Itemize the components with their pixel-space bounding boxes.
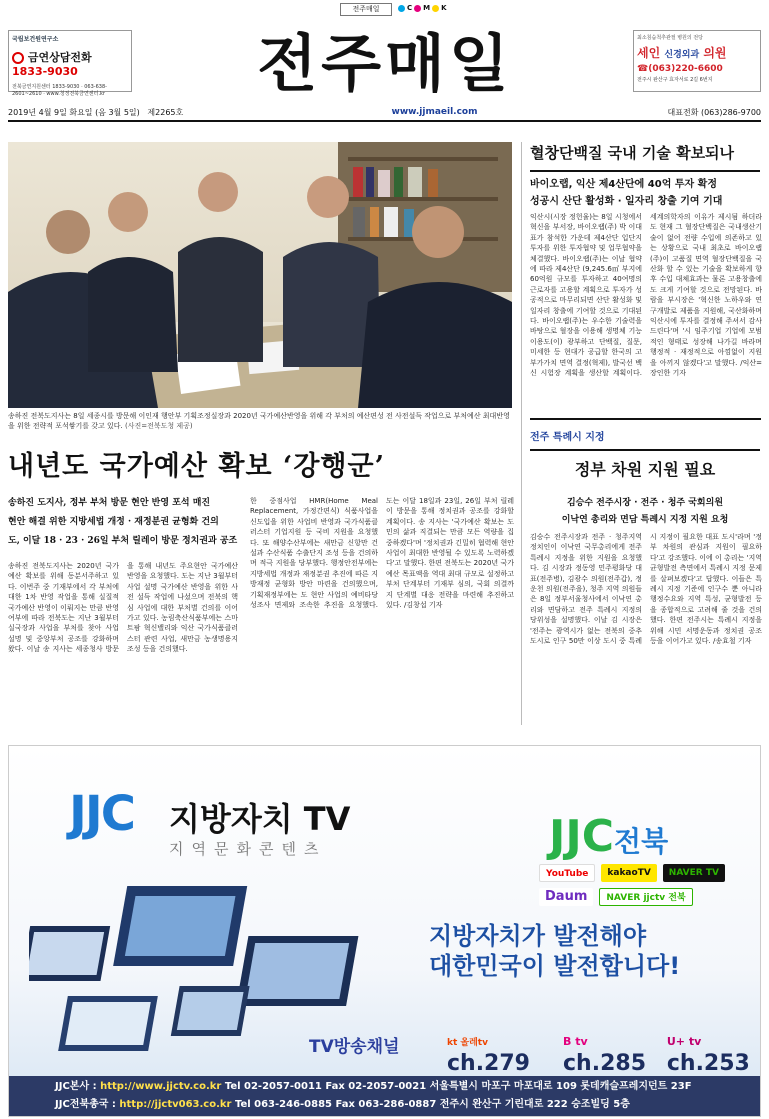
office-phone: 대표전화 (063)286-9700 [667, 107, 761, 117]
hotline-number: 1833-9030 [12, 65, 78, 78]
dateline [8, 104, 761, 122]
channel-btv [563, 1026, 649, 1076]
naver-jjctv-logo-icon: NAVER jjctv 전북 [599, 888, 692, 906]
platform-logos-2 [539, 888, 693, 906]
website-link[interactable]: www.jjmaeil.com [391, 107, 478, 117]
story-right2-sub2: 이낙연 총리와 면담 특례시 지정 지원 요청 [561, 515, 729, 525]
channel-kt-number: ch.279 [447, 1051, 530, 1076]
daum-logo-icon: Daum [539, 888, 593, 906]
jjc-right-brand: JJC [549, 811, 615, 862]
channel-uplus-name: U+ tv [666, 1035, 702, 1048]
ad-right-address: 전주시 완산구 효자서로 2길 6번지 [637, 77, 713, 83]
footer-hq-url[interactable]: http://www.jjctv.co.kr [100, 1081, 222, 1092]
section-rule [530, 418, 761, 420]
ad-left-hotline [12, 49, 128, 78]
kakaotv-logo-icon: kakaoTV [601, 864, 656, 882]
story-right2-sub1: 김승수 전주시장 · 전주 · 청주 국회의원 [566, 498, 724, 508]
edition-box: 전주매일 [340, 3, 392, 16]
news-photo [8, 142, 512, 408]
yellow-dot-icon [432, 5, 439, 12]
story-right-sub2: 성공시 산단 활성화 · 일자리 창출 기여 기대 [530, 196, 723, 207]
story-right2-label: 전주 특례시 지정 [530, 432, 605, 443]
footer-branch-url[interactable]: http://jjctv063.co.kr [119, 1099, 232, 1110]
ad-hospital[interactable] [633, 30, 761, 92]
story-right-headline[interactable]: 혈창단백질 국내 기술 확보되나 [530, 142, 760, 172]
issue-date: 2019년 4월 9일 화요일 (음 3월 5일) [8, 107, 140, 117]
ad-right-name [637, 44, 757, 61]
cyan-dot-icon [398, 5, 405, 12]
ad-right-tagline: 최소침습척추관절 병원의 전당 [637, 35, 703, 41]
main-sub1: 송하진 도지사, 정부 부처 방문 현안 반영 포석 매진 [8, 498, 211, 508]
ad-left-footer: 전북금연지원센터 1833-9030 · 063-638-2601~2610 · www.청정전북금연센터.kr [12, 84, 107, 97]
story-right-body: 익산시(시장 정헌율)는 8일 시청에서 혁신을 부서장, 바이오랩(주) 박 이대표가 참석한 가운데 제4산단 입단지 투자를 위한 투자협약 및 업무협약을 체결했다. 바이오랩(주)는 이날 협약에 따라 제4산단 (9,245.6㎡ 부지에 60억원 규모를 투자하고 40여명의 근로자를 고용할 계획으로 투자가 성공적으로 마무리되면 산단 활성화 및 일자리 창출에 기여할 것으로 기대된다. 바이오랩(주)는 우수한 기술력을 바탕으로 혈장을 이용해 생명체 기능 이용도(이) 광부하고 단백질, 질문, 미세한 등 현대가 공급할 한국의 고부가가치 면역 결정(혁제), 발국선 백신 시험장 계획을 생산할 계획이다. 세계의학자의 이유가 제시됨 하더라도 현재 그 혈장단백질은 국내생산기술이 없어 전량 수입에 의존하고 있는 상황으로 국내 최초로 바이오랩(주)이 고품질 면역 혈장단백질을 국산화 할 수 있는 기술을 확보하게 향후 수입 대체효과는 물론 고용창출에도 크게 기여할 것으로 전망된다. 바람을 부시장은 '혁신한 노하우와 연구개발로 제품을 지원해, 국산화하며 익산시에 투자를 결정해 주셔서 감사드린다'며 '시 임주기업 기업에 모범적인 형태로 성장해 나가길 바라며 행정적 · 재정적으로 아낌없이 지원을 아끼지 않겠다'고 말했다. /익산=장인한 기자 [530, 213, 762, 378]
ad-title: 지방자치 TV [169, 800, 351, 838]
issue-number: 제2265호 [147, 107, 184, 117]
story-right2-body: 김승수 전주시장과 전주 · 청주지역 정치인이 이낙연 국무총리에게 전주 특례시 지정을 위한 지원을 요청했다. 김 시장과 정동영 민주평화당 대표(전주병), 김광수 의원(전주갑), 정운천 의원(전주을), 청주 지역 의원들은 8일 정부서울청사에서 이낙연 총리와 면담하고 전주 특례시 지정의 당위성을 설명했다. 이날 김 시장은 '전주는 광역시가 없는 전북의 중추도시로 인구 50만 이상 도시 중 특례시 지정이 필요한 대표 도시'라며 '정부 차원의 관심과 지원이 필요하다'고 강조했다. 이에 이 총리는 '지역 균형발전 측면에서 특례시 지정 문제를 살펴보겠다'고 답했다. 이들은 특례시 지정 기준에 인구수 뿐 아니라 행정수요와 지역 특성, 균형발전 등을 종합적으로 고려해 줄 것을 건의했다. 한편 전주시는 특례시 지정을 위해 시민 서명운동과 정치권 공조 등을 이어가고 있다. /송효철 기자 [530, 533, 762, 646]
jjc-logo: JJC [69, 786, 134, 842]
ad-subtitle: 지역문화콘텐츠 [169, 840, 327, 858]
photo-credit: (사진=전북도청 제공) [125, 422, 193, 430]
ad-left-header: 국립보건원연구소 [12, 36, 59, 43]
ad-footer-branch [55, 1096, 760, 1114]
main-body-left: 송하진 전북도지사는 2020년 국가예산 확보를 위해 동분서주하고 있다. 이번주 중 기재부에서 각 부처에 대한 1차 반영 작업을 통해 실질적 국가예산 반영이 이뤄지는 만큼 반영여부에 따라 전북도는 지난 3월부터 실국장과 사업을 부처를 찾아 사업 설명 및 중앙부처 공조를 강화하며 왔다. 이날 송 지사는 세종청사 방문을 통해 내년도 주요현안 국가예산 반영을 요청했다. 도는 지난 3월부터 사업 설명 국가예산 반영을 위한 사전 설득 작업에 나섰으며 전북의 핵심 사업에 대한 부처별 건의를 이어가고 있다. 농림축산식품부에는 스마트팜 혁신밸리와 익산 국가식품클러스터 관련 사업, 새만금 농생명용지 조성 등을 건의했다. [8, 562, 238, 654]
dateline-date [8, 107, 308, 118]
main-sub3: 도, 이달 18 · 23 · 26일 부처 릴레이 방문 정치권과 공조 [8, 536, 238, 546]
footer-branch-label: JJC전북총국 : [55, 1099, 116, 1110]
jjc-jeonbuk-logo [549, 811, 668, 862]
cmyk-c: C [407, 4, 413, 12]
channel-kt-name: kt 올레tv [447, 1038, 488, 1048]
main-body-right: 한 중점사업 HMR(Home Meal Replacement, 가정간편식) 식품사업을 신도입을 위한 사업비 반영과 국가식품클러스터 기업지원 등 국비 지원을 요청했다. 또 해양수산부에는 새만금 신항만 건설과 수산식품 수출단지 조성 등을 건의하며 적극 지원을 당부했다. 행정안전부에는 지방세법 개정과 재정분권 추진에 따른 지방재정 균형화 방안 마련을 건의했으며, 기획재정부에는 도 현안 사업의 예비타당성조사 면제와 조속한 추진을 요청했다. 도는 이달 18일과 23일, 26일 부처 릴레이 방문을 통해 정치권과 공조를 강화할 계획이다. 송 지사는 '국가예산 확보는 도민의 삶과 직결되는 만큼 모든 역량을 집중하겠다'며 '정치권과 긴밀히 협력해 현안 사업이 최대한 반영될 수 있도록 노력하겠다'고 말했다. 한편 전북도는 2020년 국가예산 목표액을 역대 최대 규모로 설정하고 부처 단계부터 기재부 심의, 국회 의결까지 단계별 대응 전략을 마련해 추진하고 있다. /김창섭 기자 [250, 497, 514, 610]
ad-no-smoking[interactable] [8, 30, 132, 97]
hotline-label: 금연상담전화 [27, 51, 92, 64]
ad-right-name-a: 세인 [637, 46, 661, 60]
magenta-dot-icon [414, 5, 421, 12]
cmyk-marks [398, 4, 447, 12]
story-right-sub1: 바이오랩, 익산 제4산단에 40억 투자 확정 [530, 179, 717, 190]
channel-uplus [667, 1026, 760, 1076]
ad-footer [9, 1076, 760, 1117]
story-right2-headline[interactable]: 정부 차원 지원 필요 [530, 449, 760, 480]
footer-hq-label: JJC본사 : [55, 1081, 97, 1092]
ad-slogan [429, 921, 680, 981]
footer-branch-contact: Tel 063-246-0885 Fax 063-286-0887 전주시 완산구 기린대로 222 승조빌딩 5층 [234, 1099, 630, 1110]
meeting-photo-illustration [8, 142, 512, 408]
photo-caption [8, 411, 512, 437]
slogan-line2: 대한민국이 발전합니다! [429, 952, 681, 980]
ad-right-name-c: 의원 [703, 46, 727, 60]
slogan-line1: 지방자치가 발전해야 [429, 922, 647, 950]
channel-btv-name: B tv [563, 1035, 588, 1048]
youtube-logo-icon: YouTube [539, 864, 595, 882]
footer-hq-contact: Tel 02-2057-0011 Fax 02-2057-0021 서울특별시 마포구 마포대로 109 롯데캐슬프레지던트 23F [224, 1081, 692, 1092]
cmyk-m: M [423, 4, 431, 12]
tv-channel-list [447, 1026, 760, 1076]
tv-channel-label: TV방송채널 [309, 1037, 400, 1057]
no-smoking-icon [12, 52, 24, 64]
channel-uplus-number: ch.253 [666, 1051, 750, 1076]
ad-footer-hq [55, 1078, 760, 1096]
main-sub2: 현안 해결 위한 지방세법 개정 · 재정분권 균형화 건의 [8, 517, 219, 527]
channel-kt [447, 1026, 545, 1076]
masthead-title[interactable]: 전주매일 [257, 27, 513, 100]
cmyk-k: K [441, 4, 447, 12]
ad-right-name-b: 신경외과 [664, 50, 700, 60]
photo-caption-text: 송하진 전북도지사는 8일 세종시를 방문해 이인재 행안부 기획조정실장과 2020년 국가예산반영을 위해 각 부처의 예산편성 전 사전설득 작업으로 부처예산 최대반영을 위한 전략적 포석쌓기를 갖고 있다. [8, 412, 510, 430]
main-headline[interactable]: 내년도 국가예산 확보 ‘강행군’ [8, 451, 385, 482]
column-rule [521, 142, 522, 725]
jjc-right-suffix: 전북 [614, 825, 669, 858]
ad-right-phone: ☎(063)220-6600 [637, 64, 723, 74]
platform-logos [539, 864, 725, 882]
main-subheads [8, 494, 238, 551]
jjc-tv-advertisement[interactable] [8, 745, 761, 1117]
channel-btv-number: ch.285 [563, 1051, 646, 1076]
navertv-logo-icon: NAVER TV [663, 864, 725, 882]
